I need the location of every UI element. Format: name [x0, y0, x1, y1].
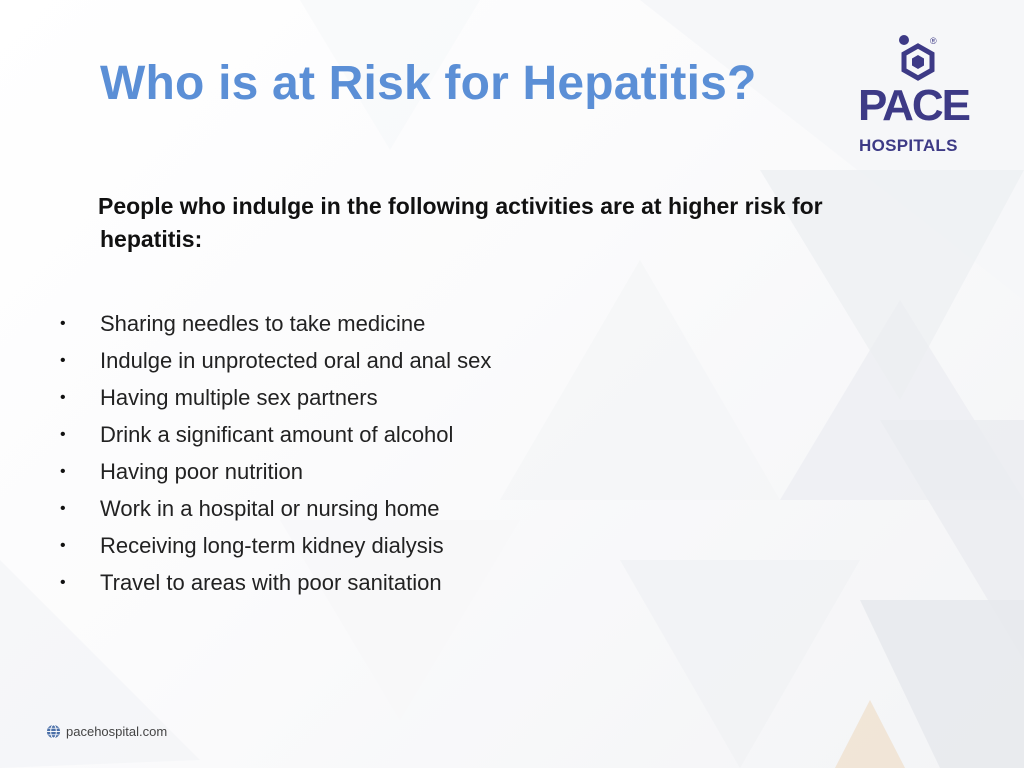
- logo-name: PACE: [858, 81, 969, 130]
- bullet-icon: •: [60, 463, 66, 480]
- list-item-text: Work in a hospital or nursing home: [100, 496, 440, 521]
- website-link[interactable]: pacehospital.com: [66, 723, 168, 739]
- bullet-icon: •: [60, 352, 66, 369]
- bullet-icon: •: [60, 537, 66, 554]
- bullet-icon: •: [60, 315, 66, 332]
- list-item-text: Having multiple sex partners: [100, 385, 378, 410]
- list-item-text: Sharing needles to take medicine: [100, 311, 426, 336]
- registered-mark: ®: [930, 36, 937, 46]
- list-item-text: Receiving long-term kidney dialysis: [100, 533, 444, 558]
- globe-icon: [46, 724, 61, 739]
- bullet-icon: •: [60, 426, 66, 443]
- bullet-icon: •: [60, 389, 66, 406]
- intro-text: People who indulge in the following activities are at higher risk for hepatitis:: [98, 193, 823, 252]
- bullet-icon: •: [60, 500, 66, 517]
- list-item-text: Drink a significant amount of alcohol: [100, 422, 454, 447]
- pace-hospitals-logo: [856, 34, 986, 158]
- bullet-icon: •: [60, 574, 66, 591]
- logo-subtitle: HOSPITALS: [859, 136, 958, 155]
- footer: [46, 722, 167, 740]
- list-item-text: Having poor nutrition: [100, 459, 304, 484]
- list-item-text: Indulge in unprotected oral and anal sex: [100, 348, 492, 373]
- slide-title: Who is at Risk for Hepatitis?: [100, 57, 757, 110]
- list-item-text: Travel to areas with poor sanitation: [100, 570, 442, 595]
